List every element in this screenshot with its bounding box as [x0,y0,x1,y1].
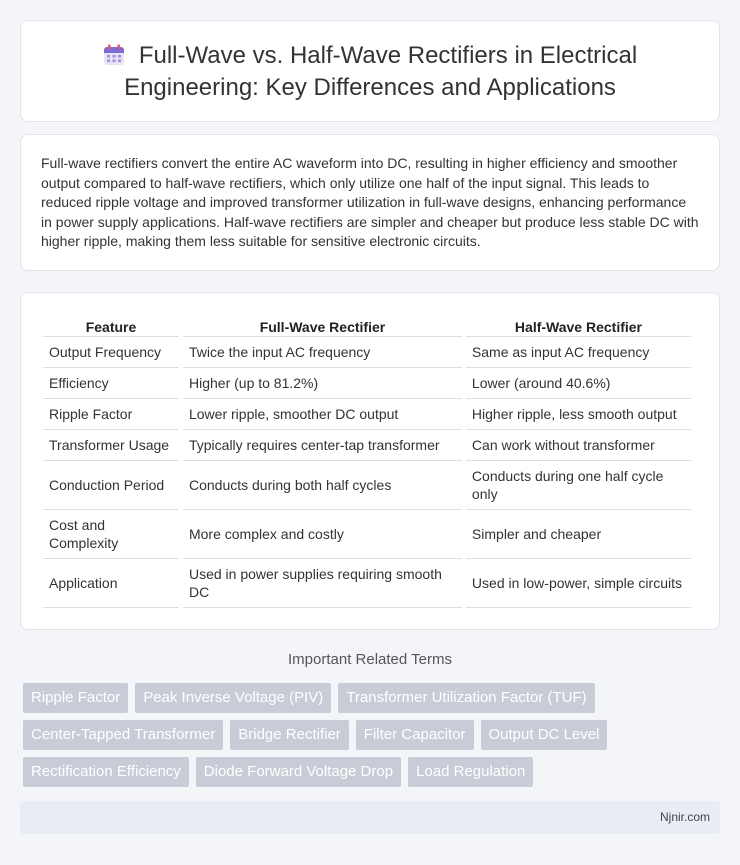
table-row [43,430,691,461]
table-row [43,510,691,559]
half-wave-cell: Conducts during one half cycle only [466,461,691,510]
tag-ripple-factor[interactable]: Ripple Factor [23,683,128,713]
half-wave-cell: Used in low-power, simple circuits [466,559,691,608]
footer [20,801,720,834]
tag-filter-capacitor[interactable]: Filter Capacitor [356,720,474,750]
feature-cell: Output Frequency [43,337,179,368]
table-row [43,461,691,510]
full-wave-cell: Lower ripple, smoother DC output [183,399,462,430]
half-wave-cell: Can work without transformer [466,430,691,461]
half-wave-cell: Higher ripple, less smooth output [466,399,691,430]
calendar-icon [103,44,125,73]
tag-load-regulation[interactable]: Load Regulation [408,757,533,787]
feature-cell: Efficiency [43,368,179,399]
table-row [43,399,691,430]
full-wave-cell: More complex and costly [183,510,462,559]
related-terms-title: Important Related Terms [288,651,452,668]
full-wave-cell: Twice the input AC frequency [183,337,462,368]
full-wave-cell: Conducts during both half cycles [183,461,462,510]
page-title: Full-Wave vs. Half-Wave Rectifiers in Electrical Engineering: Key Differences and Applications [60,41,680,102]
half-wave-cell: Lower (around 40.6%) [466,368,691,399]
tag-bridge-rectifier[interactable]: Bridge Rectifier [230,720,349,750]
comparison-card [20,292,720,630]
intro-paragraph: Full-wave rectifiers convert the entire AC waveform into DC, resulting in higher efficiency and smoother output compared to half-wave rectifiers, which only utilize one half of the input signal. This leads to reduced ripple voltage and improved transformer utilization in full-wave designs, enhancing performance in power supply applications. Half-wave rectifiers are simpler and cheaper but produce less stable DC with higher ripple, making them less suitable for sensitive electronic circuits. [41,155,699,250]
full-wave-cell: Used in power supplies requiring smooth DC [183,559,462,608]
table-row [43,368,691,399]
tag-output-dc-level[interactable]: Output DC Level [481,720,608,750]
table-row [43,559,691,608]
header-half-wave: Half-Wave Rectifier [466,317,691,337]
feature-cell: Cost and Complexity [43,510,179,559]
tag-diode-forward-voltage-drop[interactable]: Diode Forward Voltage Drop [196,757,401,787]
tag-center-tapped-transformer[interactable]: Center-Tapped Transformer [23,720,223,750]
feature-cell: Transformer Usage [43,430,179,461]
header-full-wave: Full-Wave Rectifier [183,317,462,337]
comparison-table [39,317,695,608]
related-terms-list [23,683,723,794]
table-row [43,337,691,368]
full-wave-cell: Typically requires center-tap transformer [183,430,462,461]
tag-rectification-efficiency[interactable]: Rectification Efficiency [23,757,189,787]
full-wave-cell: Higher (up to 81.2%) [183,368,462,399]
half-wave-cell: Simpler and cheaper [466,510,691,559]
feature-cell: Ripple Factor [43,399,179,430]
header-feature: Feature [43,317,179,337]
intro-card [20,134,720,271]
footer-site-link[interactable]: Njnir.com [659,810,710,824]
half-wave-cell: Same as input AC frequency [466,337,691,368]
feature-cell: Application [43,559,179,608]
tag-peak-inverse-voltage[interactable]: Peak Inverse Voltage (PIV) [135,683,331,713]
title-card [20,20,720,122]
tag-transformer-utilization-factor[interactable]: Transformer Utilization Factor (TUF) [338,683,594,713]
feature-cell: Conduction Period [43,461,179,510]
